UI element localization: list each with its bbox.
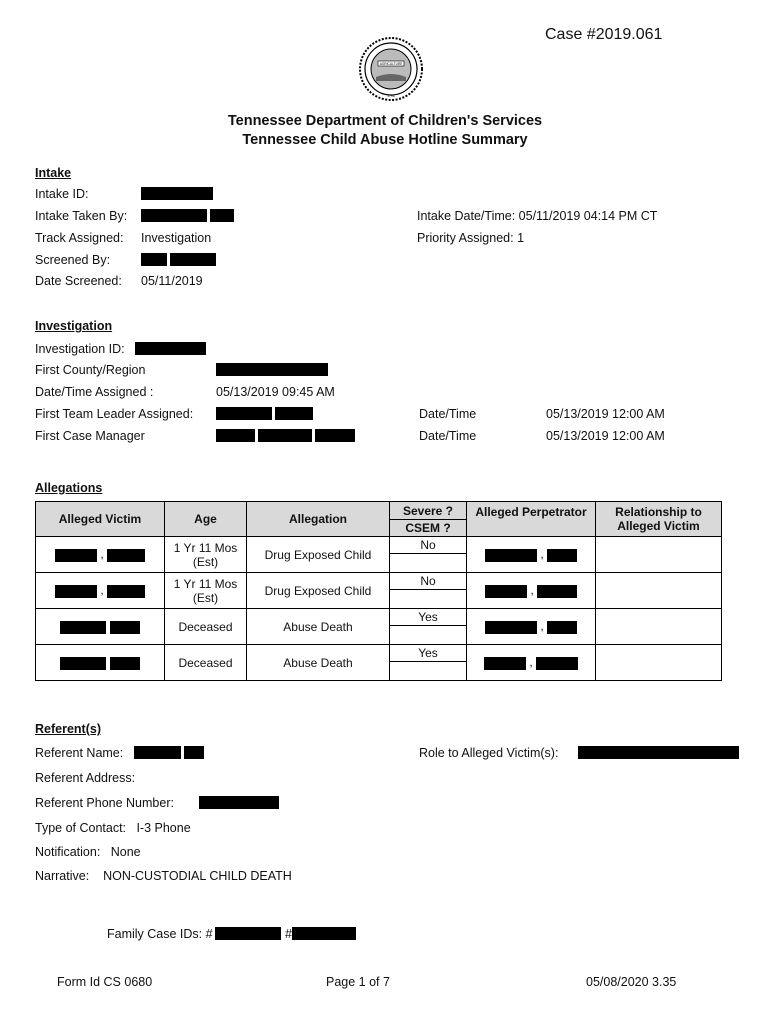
severe-cell — [390, 537, 467, 573]
redaction-block — [141, 209, 207, 222]
team-leader-dt-label: Date/Time — [419, 407, 477, 421]
table-row — [36, 573, 722, 609]
perpetrator-cell — [467, 573, 596, 609]
redaction-block — [578, 746, 739, 759]
redaction-block — [135, 342, 206, 355]
severe-value: Yes — [418, 610, 438, 624]
redaction-block — [110, 621, 140, 634]
severe-value: Yes — [418, 646, 438, 660]
county-region-label: First County/Region — [35, 363, 146, 377]
intake-taken-by-label: Intake Taken By: — [35, 209, 128, 223]
table-row — [36, 645, 722, 681]
victim-cell — [36, 573, 165, 609]
state-seal-icon — [358, 27, 424, 107]
age-cell: 1 Yr 11 Mos (Est) — [165, 573, 247, 609]
priority-label: Priority Assigned: — [417, 231, 514, 245]
severe-cell — [390, 645, 467, 681]
track-assigned-value: Investigation — [141, 231, 212, 245]
notification — [35, 845, 141, 859]
agency-title: Tennessee Department of Children's Services — [227, 113, 543, 129]
col-severe: Severe ? — [402, 503, 454, 518]
redaction-block — [216, 407, 272, 420]
family-case-separator: # — [285, 927, 292, 941]
contact-type — [35, 821, 191, 835]
redaction-block — [134, 746, 181, 759]
col-age: Age — [165, 502, 247, 537]
redaction-block — [537, 585, 577, 598]
redaction-block — [216, 429, 255, 442]
narrative-label: Narrative: — [35, 869, 90, 883]
redaction-block — [170, 253, 216, 266]
referents-heading: Referent(s) — [35, 722, 101, 736]
redaction-block — [292, 927, 356, 940]
contact-type-value: I-3 Phone — [136, 821, 191, 835]
name-separator: , — [529, 655, 533, 670]
redaction-block — [141, 187, 213, 200]
page-number: Page 1 of 7 — [326, 975, 390, 989]
col-severe-csem — [390, 502, 467, 537]
table-row — [36, 609, 722, 645]
investigation-id-label: Investigation ID: — [35, 342, 125, 356]
age-cell: Deceased — [165, 609, 247, 645]
redaction-block — [547, 549, 577, 562]
redaction-block — [547, 621, 577, 634]
priority-assigned — [417, 231, 524, 245]
relationship-cell — [596, 537, 722, 573]
redaction-block — [485, 621, 537, 634]
victim-cell — [36, 537, 165, 573]
csem-value — [390, 553, 466, 571]
allegation-cell: Drug Exposed Child — [247, 573, 390, 609]
form-id: Form Id CS 0680 — [57, 975, 153, 989]
col-alleged-perpetrator: Alleged Perpetrator — [467, 502, 596, 537]
team-leader-label: First Team Leader Assigned: — [35, 407, 194, 421]
perpetrator-cell — [467, 645, 596, 681]
col-allegation: Allegation — [247, 502, 390, 537]
redaction-block — [216, 363, 328, 376]
redaction-block — [110, 657, 140, 670]
csem-value — [390, 625, 466, 643]
redaction-block — [60, 621, 106, 634]
redaction-block — [210, 209, 234, 222]
perpetrator-cell — [467, 609, 596, 645]
svg-text:AGRICULTURE: AGRICULTURE — [379, 62, 403, 66]
intake-heading: Intake — [35, 166, 72, 180]
severe-value: No — [420, 538, 436, 552]
table-header-row — [36, 502, 722, 537]
svg-text:1796: 1796 — [387, 94, 395, 98]
redaction-block — [215, 927, 281, 940]
redaction-block — [258, 429, 312, 442]
relationship-cell — [596, 609, 722, 645]
family-case-label: Family Case IDs: # — [107, 927, 213, 941]
perpetrator-cell — [467, 537, 596, 573]
severe-cell — [390, 573, 467, 609]
name-separator: , — [540, 547, 544, 562]
document-title: Tennessee Child Abuse Hotline Summary — [242, 132, 528, 148]
investigation-heading: Investigation — [35, 319, 113, 333]
case-number: Case #2019.061 — [545, 26, 663, 43]
severe-cell — [390, 609, 467, 645]
redaction-block — [484, 657, 526, 670]
track-assigned-label: Track Assigned: — [35, 231, 124, 245]
allegations-heading: Allegations — [35, 481, 103, 495]
name-separator: , — [100, 547, 104, 562]
redaction-block — [199, 796, 279, 809]
referent-name-label: Referent Name: — [35, 746, 124, 760]
narrative — [35, 869, 292, 883]
screened-by-label: Screened By: — [35, 253, 111, 267]
col-csem: CSEM ? — [390, 519, 466, 536]
intake-datetime — [417, 209, 657, 223]
redaction-block — [107, 585, 145, 598]
notification-value: None — [110, 845, 141, 859]
intake-id-label: Intake ID: — [35, 187, 89, 201]
narrative-value: NON-CUSTODIAL CHILD DEATH — [103, 869, 292, 883]
redaction-block — [536, 657, 578, 670]
redaction-block — [485, 585, 527, 598]
allegations-table — [35, 501, 722, 681]
name-separator: , — [530, 583, 534, 598]
csem-value — [390, 589, 466, 607]
referent-address-label: Referent Address: — [35, 771, 136, 785]
relationship-cell — [596, 645, 722, 681]
redaction-block — [485, 549, 537, 562]
team-leader-dt-value: 05/13/2019 12:00 AM — [546, 407, 665, 421]
datetime-assigned-label: Date/Time Assigned : — [35, 385, 154, 399]
allegation-cell: Abuse Death — [247, 609, 390, 645]
notification-label: Notification: — [35, 845, 101, 859]
redaction-block — [107, 549, 145, 562]
name-separator: , — [540, 619, 544, 634]
redaction-block — [55, 585, 97, 598]
age-cell: 1 Yr 11 Mos (Est) — [165, 537, 247, 573]
case-manager-label: First Case Manager — [35, 429, 145, 443]
redaction-block — [315, 429, 355, 442]
case-manager-dt-value: 05/13/2019 12:00 AM — [546, 429, 665, 443]
victim-cell — [36, 645, 165, 681]
redaction-block — [275, 407, 313, 420]
name-separator: , — [100, 583, 104, 598]
redaction-block — [141, 253, 167, 266]
referent-phone-label: Referent Phone Number: — [35, 796, 174, 810]
col-alleged-victim: Alleged Victim — [36, 502, 165, 537]
age-cell: Deceased — [165, 645, 247, 681]
priority-value: 1 — [517, 231, 525, 245]
role-label: Role to Alleged Victim(s): — [419, 746, 559, 760]
allegation-cell: Drug Exposed Child — [247, 537, 390, 573]
date-screened-value: 05/11/2019 — [141, 274, 203, 288]
victim-cell — [36, 609, 165, 645]
contact-type-label: Type of Contact: — [35, 821, 127, 835]
csem-value — [390, 661, 466, 679]
datetime-assigned-value: 05/13/2019 09:45 AM — [216, 385, 335, 399]
table-row — [36, 537, 722, 573]
relationship-cell — [596, 573, 722, 609]
redaction-block — [60, 657, 106, 670]
date-screened-label: Date Screened: — [35, 274, 122, 288]
intake-datetime-value: 05/11/2019 04:14 PM CT — [518, 209, 658, 223]
redaction-block — [55, 549, 97, 562]
severe-value: No — [420, 574, 436, 588]
redaction-block — [184, 746, 204, 759]
col-relationship: Relationship to Alleged Victim — [596, 502, 722, 537]
print-date: 05/08/2020 3.35 — [586, 975, 677, 989]
intake-datetime-label: Intake Date/Time: — [417, 209, 516, 223]
case-manager-dt-label: Date/Time — [419, 429, 477, 443]
allegation-cell: Abuse Death — [247, 645, 390, 681]
